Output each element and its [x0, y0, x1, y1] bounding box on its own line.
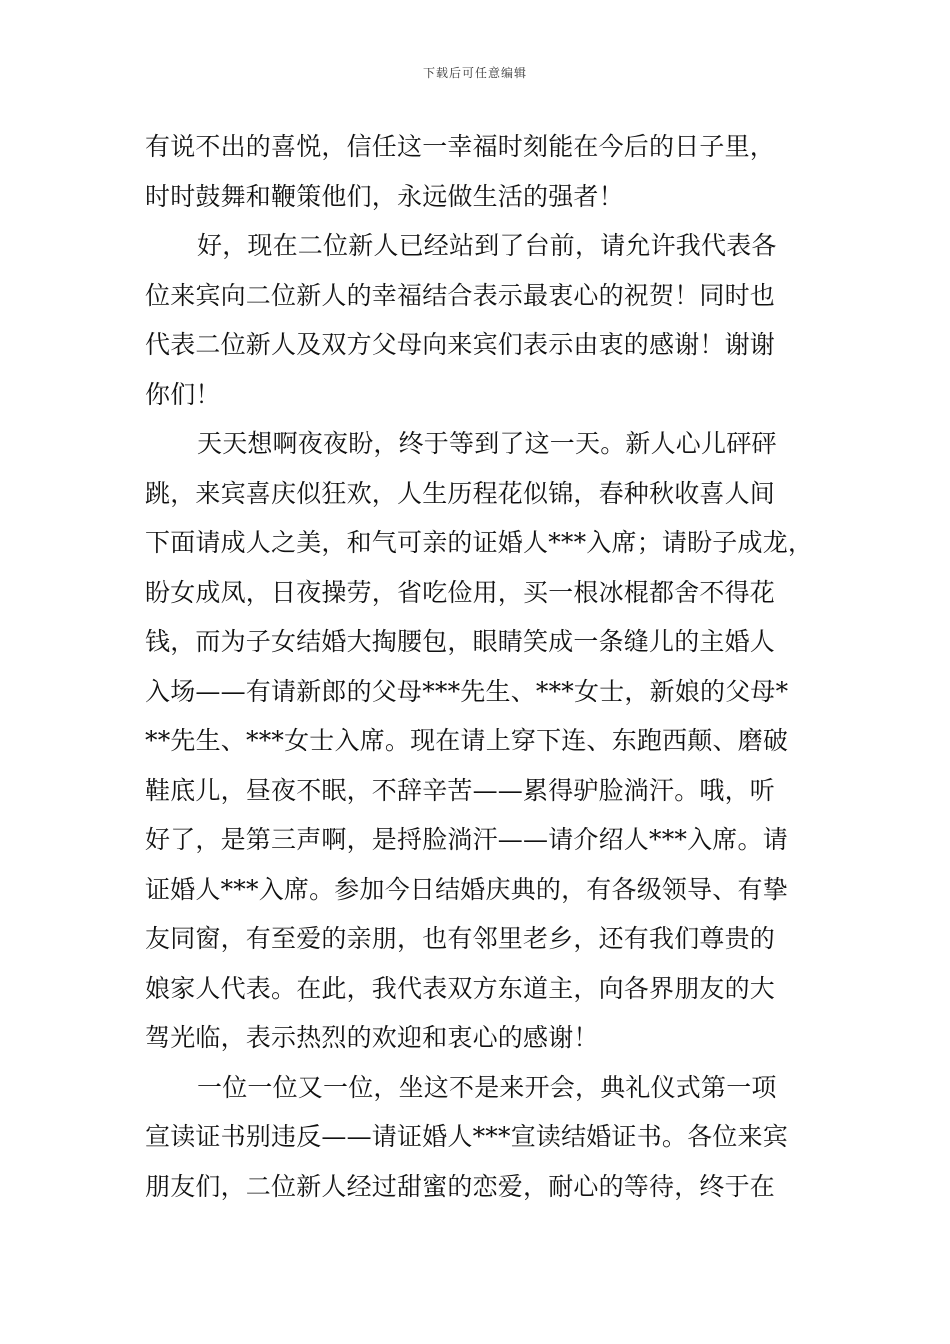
text-line: 位来宾向二位新人的幸福结合表示最衷心的祝贺！同时也: [145, 280, 776, 310]
text-line: 盼女成凤，日夜操劳，省吃俭用，买一根冰棍都舍不得花: [145, 577, 776, 607]
page-header: 下载后可任意编辑: [422, 66, 527, 80]
paragraph: [145, 1063, 810, 1212]
text-line: 驾光临，表示热烈的欢迎和衷心的感谢！: [145, 1023, 599, 1052]
paragraph: [145, 221, 810, 419]
text-line: 钱，而为子女结婚大掏腰包，眼睛笑成一条缝儿的主婚人: [145, 627, 776, 656]
text-line: 时时鼓舞和鞭策他们，永远做生活的强者！: [145, 181, 624, 211]
text-line: 代表二位新人及双方父母向来宾们表示由衷的感谢！谢谢: [145, 330, 776, 359]
text-line: **先生、***女士入席。现在请上穿下连、东跑西颠、磨破: [145, 726, 789, 755]
text-line: 朋友们，二位新人经过甜蜜的恋爱，耐心的等待，终于在: [145, 1171, 776, 1201]
paragraph: [145, 122, 810, 221]
text-line: 娘家人代表。在此，我代表双方东道主，向各界朋友的大: [145, 973, 776, 1003]
text-line: 一位一位又一位，坐这不是来开会，典礼仪式第一项: [197, 1072, 777, 1102]
text-line: 宣读证书别违反——请证婚人***宣读结婚证书。各位来宾: [145, 1122, 788, 1151]
text-line: 跳，来宾喜庆似狂欢，人生历程花似锦，春种秋收喜人间: [145, 478, 776, 508]
text-line: 下面请成人之美，和气可亲的证婚人***入席；请盼子成龙，: [145, 528, 814, 557]
text-line: 友同窗，有至爱的亲朋，也有邻里老乡，还有我们尊贵的: [145, 924, 776, 953]
text-line: 天天想啊夜夜盼，终于等到了这一天。新人心儿砰砰: [197, 429, 777, 458]
document-body: [145, 122, 814, 1211]
text-line: 有说不出的喜悦，信任这一幸福时刻能在今后的日子里，: [145, 132, 776, 161]
text-line: 证婚人***入席。参加今日结婚庆典的，有各级领导、有挚: [145, 874, 788, 904]
text-line: 鞋底儿，昼夜不眠，不辞辛苦——累得驴脸淌汗。哦，听: [145, 775, 776, 805]
text-line: 你们！: [145, 379, 221, 409]
text-line: 好，现在二位新人已经站到了台前，请允许我代表各: [197, 231, 777, 260]
paragraph: [145, 419, 814, 1063]
text-line: 好了，是第三声啊，是捋脸淌汗——请介绍人***入席。请: [145, 825, 788, 854]
text-line: 入场——有请新郎的父母***先生、***女士，新娘的父母*: [145, 676, 789, 706]
